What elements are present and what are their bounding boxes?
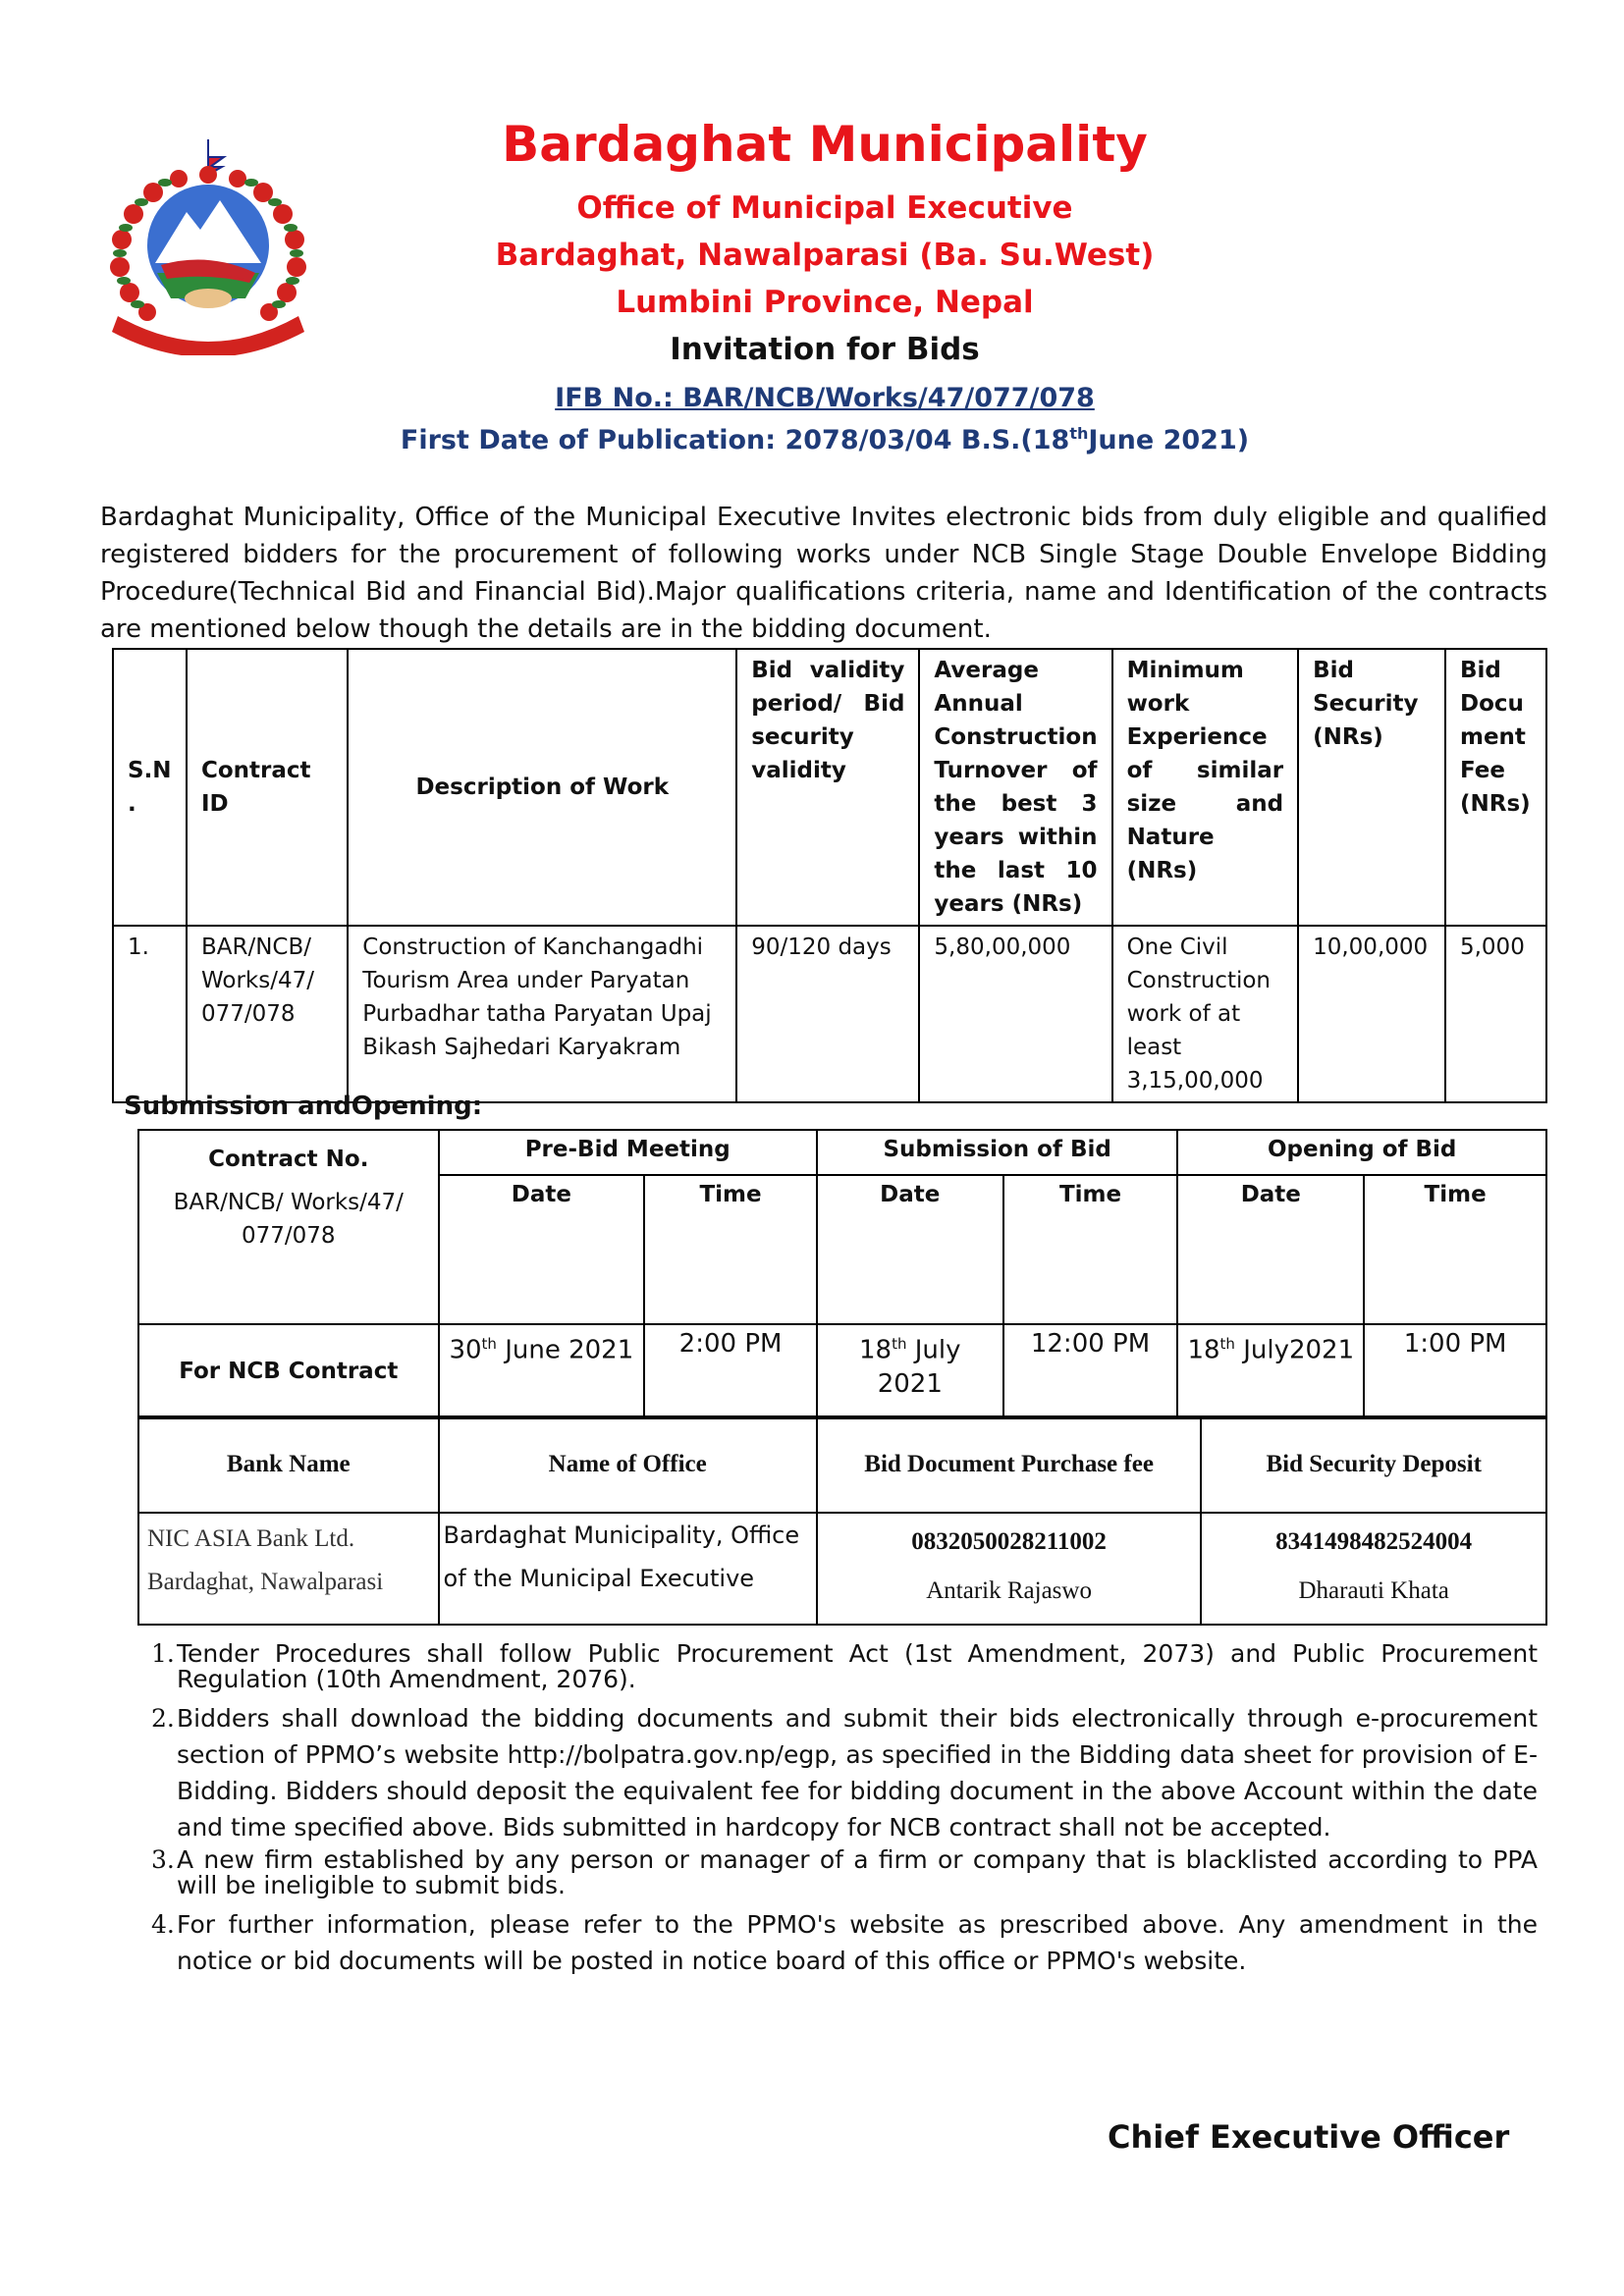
header-experience: Minimum work Experience of similar size and Nature (NRs)	[1112, 649, 1299, 926]
bank-name-cell	[138, 1513, 439, 1625]
purchase-fee-header: Bid Document Purchase fee	[817, 1416, 1201, 1513]
purchase-account-number: 0832050028211002	[911, 1528, 1107, 1555]
note-text: Tender Procedures shall follow Public Procurement Act (1st Amendment, 2073) and Public Procurement Regulation (10th Amendment, 2076).	[177, 1639, 1538, 1693]
note-text: A new firm established by any person or manager of a firm or company that is blacklisted according to PPA will be ineligible to submit bids.	[177, 1845, 1538, 1899]
list-item	[151, 1845, 1538, 1899]
table-header-row	[113, 649, 1546, 926]
opening-time-header: Time	[1364, 1175, 1546, 1324]
prebid-time: 2:00 PM	[644, 1324, 817, 1418]
security-deposit-header: Bid Security Deposit	[1201, 1416, 1546, 1513]
table-row	[113, 926, 1546, 1102]
submission-bid-label: Submission of Bid	[817, 1130, 1177, 1175]
cell-turnover: 5,80,00,000	[919, 926, 1111, 1102]
prebid-label: Pre-Bid Meeting	[439, 1130, 817, 1175]
contract-no-cell	[138, 1130, 439, 1324]
document-title: Invitation for Bids	[670, 332, 980, 367]
header-sn: S.N .	[113, 649, 187, 926]
ncb-contract-label: For NCB Contract	[138, 1324, 439, 1418]
security-account-name: Dharauti Khata	[1298, 1577, 1449, 1604]
list-item	[151, 1906, 1538, 1979]
signatory-title: Chief Executive Officer	[1108, 2118, 1510, 2156]
prebid-date: 30th June 2021	[439, 1324, 645, 1418]
opening-bid-label: Opening of Bid	[1177, 1130, 1546, 1175]
header-turnover: Average Annual Construction Turnover of the best 3 years within the last 10 years (NRs)	[919, 649, 1111, 926]
purchase-account-cell	[817, 1513, 1201, 1625]
cell-sn: 1.	[113, 926, 187, 1102]
submission-time-header: Time	[1003, 1175, 1178, 1324]
bank-branch: Bardaghat, Nawalparasi	[147, 1569, 384, 1595]
cell-document-fee: 5,000	[1445, 926, 1546, 1102]
opening-date: 18th July2021	[1177, 1324, 1364, 1418]
security-account-cell	[1201, 1513, 1546, 1625]
contract-no-label: Contract No.	[208, 1147, 369, 1172]
notes-list	[151, 1639, 1538, 1981]
submission-section-label: Submission andOpening:	[124, 1092, 483, 1121]
submission-date-header: Date	[817, 1175, 1003, 1324]
submission-time: 12:00 PM	[1003, 1324, 1178, 1418]
office-name: Office of Municipal Executive	[576, 190, 1073, 226]
list-item	[151, 1700, 1538, 1845]
nepal-emblem-icon	[98, 135, 318, 355]
opening-date-header: Date	[1177, 1175, 1364, 1324]
bank-table	[137, 1415, 1547, 1626]
note-number: 2.	[151, 1704, 175, 1733]
list-item	[151, 1639, 1538, 1693]
bank-name: NIC ASIA Bank Ltd.	[147, 1525, 355, 1552]
submission-date: 18th July 2021	[817, 1324, 1003, 1418]
intro-paragraph: Bardaghat Municipality, Office of the Municipal Executive Invites electronic bids from duly eligible and qualified registered bidders for the procurement of following works under NCB Single Stage Double Envelope Bidding Procedure(Technical Bid and Financial Bid).Major qualifications criteria, name and Identification of the contracts are mentioned below though the details are in the bidding document.	[100, 503, 1547, 644]
prebid-date-header: Date	[439, 1175, 645, 1324]
office-account-holder: Bardaghat Municipality, Office of the Municipal Executive	[439, 1513, 817, 1625]
publication-date: First Date of Publication: 2078/03/04 B.S.(18thJune 2021)	[400, 424, 1250, 455]
note-number: 4.	[151, 1910, 175, 1939]
ifb-number: IFB No.: BAR/NCB/Works/47/077/078	[555, 383, 1095, 413]
bank-name-header: Bank Name	[138, 1416, 439, 1513]
header-document-fee: Bid Docu ment Fee (NRs)	[1445, 649, 1546, 926]
note-number: 1.	[151, 1639, 175, 1668]
page-title: Bardaghat Municipality	[502, 116, 1148, 173]
note-text: For further information, please refer to the PPMO's website as prescribed above. Any amendment in the notice or bid documents will be posted in notice board of this office or PPMO's website.	[177, 1910, 1538, 1975]
header-bid-validity: Bid validity period/ Bid security validity	[736, 649, 919, 926]
cell-description: Construction of Kanchangadhi Tourism Area under Paryatan Purbadhar tatha Paryatan Upaj Bikash Sajhedari Karyakram	[348, 926, 736, 1102]
opening-time: 1:00 PM	[1364, 1324, 1546, 1418]
note-number: 3.	[151, 1845, 175, 1874]
header-description: Description of Work	[348, 649, 736, 926]
contracts-table	[112, 648, 1547, 1103]
province: Lumbini Province, Nepal	[616, 285, 1034, 320]
submission-table	[137, 1129, 1547, 1419]
purchase-account-name: Antarik Rajaswo	[926, 1577, 1092, 1604]
security-account-number: 8341498482524004	[1275, 1528, 1473, 1555]
office-name-header: Name of Office	[439, 1416, 817, 1513]
header-contract-id: Contract ID	[187, 649, 348, 926]
cell-experience: One Civil Construction work of at least 3,15,00,000	[1112, 926, 1299, 1102]
contract-no-value: BAR/NCB/ Works/47/ 077/078	[173, 1190, 404, 1249]
cell-bid-security: 10,00,000	[1298, 926, 1445, 1102]
note-text: Bidders shall download the bidding documents and submit their bids electronically through e-procurement section of PPMO’s website http://bolpatra.gov.np/egp, as specified in the Bidding data sheet for provision of E-Bidding. Bidders should deposit the equivalent fee for bidding document in the above Account within the date and time specified above. Bids submitted in hardcopy for NCB contract shall not be accepted.	[177, 1704, 1538, 1842]
cell-contract-id: BAR/NCB/ Works/47/ 077/078	[187, 926, 348, 1102]
office-location: Bardaghat, Nawalparasi (Ba. Su.West)	[495, 238, 1155, 273]
cell-bid-validity: 90/120 days	[736, 926, 919, 1102]
header-bid-security: Bid Security (NRs)	[1298, 649, 1445, 926]
prebid-time-header: Time	[644, 1175, 817, 1324]
